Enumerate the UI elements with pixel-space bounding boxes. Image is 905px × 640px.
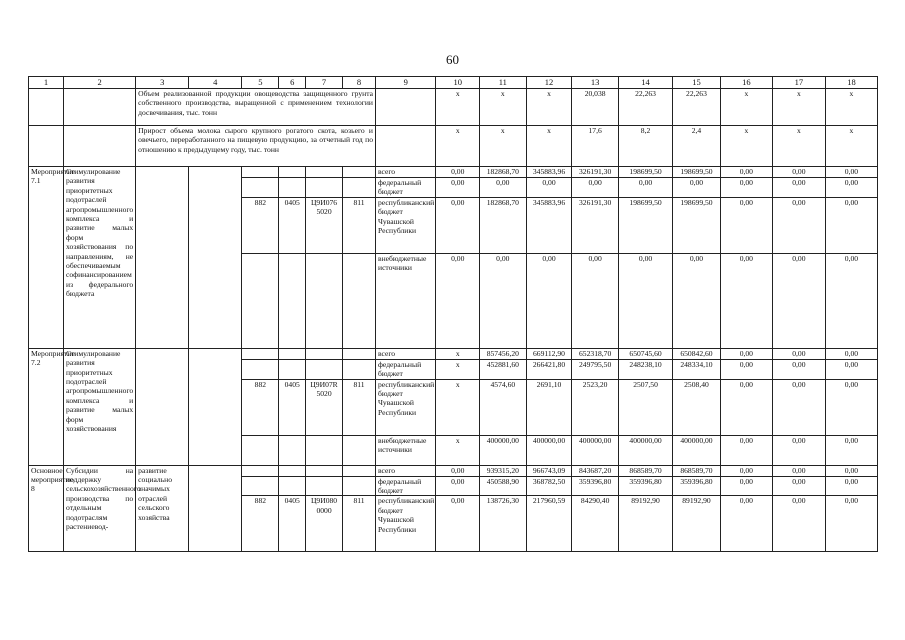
- funding-value: 138726,30: [479, 496, 526, 552]
- column-header: 10: [436, 77, 480, 89]
- empty-cell: [279, 348, 306, 359]
- indicator-value: x: [479, 89, 526, 126]
- column-header: 1: [29, 77, 64, 89]
- funding-value: 400000,00: [572, 435, 619, 465]
- funding-value: 0,00: [526, 178, 572, 198]
- column-header: 3: [136, 77, 189, 89]
- empty-cell: [279, 167, 306, 178]
- funding-value: 0,00: [825, 348, 877, 359]
- funding-value: 0,00: [772, 348, 825, 359]
- funding-value: 182868,70: [479, 167, 526, 178]
- empty-cell: [189, 167, 242, 349]
- indicator-text: Объем реализованной продукции овощеводства защищенного грунта собственного производства, выращенной с применением технологии досвечивания, тыс. тонн: [136, 89, 376, 126]
- funding-value: 2523,20: [572, 379, 619, 435]
- funding-value: 0,00: [772, 197, 825, 253]
- column-header: 2: [64, 77, 136, 89]
- indicator-value: x: [436, 89, 480, 126]
- empty-cell: [305, 178, 342, 198]
- empty-cell: [279, 435, 306, 465]
- code-target: Ц9И07R 5020: [305, 379, 342, 435]
- column-header: 7: [305, 77, 342, 89]
- indicator-value: x: [772, 89, 825, 126]
- indicator-value: x: [526, 126, 572, 167]
- page-number: 60: [446, 52, 459, 67]
- indicator-value: x: [720, 126, 772, 167]
- column-header: 13: [572, 77, 619, 89]
- indicator-value: x: [479, 126, 526, 167]
- column-header: 6: [279, 77, 306, 89]
- funding-value: 400000,00: [618, 435, 672, 465]
- funding-value: 0,00: [772, 178, 825, 198]
- empty-cell: [376, 89, 436, 126]
- indicator-value: 22,263: [673, 89, 721, 126]
- measure-row: [29, 348, 878, 359]
- indicator-value: 8,2: [618, 126, 672, 167]
- funding-value: 0,00: [720, 476, 772, 496]
- empty-cell: [279, 178, 306, 198]
- funding-value: 345883,96: [526, 167, 572, 178]
- measure-name: Субсидии на поддержку сельскохозяйственного производства по отдельным подотраслям растениевод-: [64, 465, 136, 552]
- funding-value: 359396,80: [618, 476, 672, 496]
- column-header: 14: [618, 77, 672, 89]
- funding-value: 248238,10: [618, 359, 672, 379]
- indicator-value: 20,038: [572, 89, 619, 126]
- empty-cell: [279, 253, 306, 348]
- column-header: 12: [526, 77, 572, 89]
- funding-value: 400000,00: [479, 435, 526, 465]
- budget-table: [28, 76, 878, 552]
- empty-cell: [279, 359, 306, 379]
- code-grbs: 882: [242, 496, 279, 552]
- empty-cell: [305, 465, 342, 476]
- funding-value: 84290,40: [572, 496, 619, 552]
- funding-value: 0,00: [479, 178, 526, 198]
- empty-cell: [343, 178, 376, 198]
- funding-value: x: [436, 435, 480, 465]
- indicator-value: x: [436, 126, 480, 167]
- column-header: 17: [772, 77, 825, 89]
- funding-value: 0,00: [572, 178, 619, 198]
- empty-cell: [343, 359, 376, 379]
- measure-name: Стимулирование развития приоритетных подотраслей агропромышленного комплекса и развитие малых форм хозяйствования: [64, 348, 136, 465]
- funding-source: всего: [376, 167, 436, 178]
- funding-value: 0,00: [720, 167, 772, 178]
- funding-value: 0,00: [772, 435, 825, 465]
- empty-cell: [242, 178, 279, 198]
- funding-value: 345883,96: [526, 197, 572, 253]
- indicator-text: Прирост объема молока сырого крупного рогатого скота, козьего и овечьего, переработанного на пищевую продукцию, за отчетный год по отношению к предыдущему году, тыс. тонн: [136, 126, 376, 167]
- funding-value: 0,00: [526, 253, 572, 348]
- funding-source: республиканский бюджет Чувашской Республики: [376, 379, 436, 435]
- funding-value: 0,00: [825, 167, 877, 178]
- funding-value: 0,00: [772, 379, 825, 435]
- funding-value: x: [436, 348, 480, 359]
- code-grbs: 882: [242, 379, 279, 435]
- empty-cell: [242, 167, 279, 178]
- empty-cell: [242, 348, 279, 359]
- funding-value: 182868,70: [479, 197, 526, 253]
- funding-value: 0,00: [825, 197, 877, 253]
- funding-value: 4574,60: [479, 379, 526, 435]
- funding-source: республиканский бюджет Чувашской Республики: [376, 197, 436, 253]
- funding-source: всего: [376, 465, 436, 476]
- code-expense: 811: [343, 197, 376, 253]
- funding-value: 0,00: [436, 178, 480, 198]
- empty-cell: [279, 476, 306, 496]
- code-expense: 811: [343, 379, 376, 435]
- funding-source: федеральный бюджет: [376, 476, 436, 496]
- funding-value: 0,00: [572, 253, 619, 348]
- empty-cell: [305, 253, 342, 348]
- funding-value: 2691,10: [526, 379, 572, 435]
- funding-value: 326191,30: [572, 197, 619, 253]
- funding-value: 2508,40: [673, 379, 721, 435]
- empty-cell: [64, 126, 136, 167]
- funding-value: 0,00: [720, 379, 772, 435]
- funding-value: 452881,60: [479, 359, 526, 379]
- funding-value: 0,00: [825, 379, 877, 435]
- funding-source: всего: [376, 348, 436, 359]
- funding-value: 326191,30: [572, 167, 619, 178]
- measure-name: Стимулирование развития приоритетных подотраслей агропромышленного комплекса и развитие малых форм хозяйствования по направлениям, не обеспечиваемым софинансированием из федерального бюджета: [64, 167, 136, 349]
- funding-value: x: [436, 379, 480, 435]
- funding-value: 0,00: [825, 435, 877, 465]
- funding-value: 0,00: [720, 496, 772, 552]
- funding-value: 0,00: [825, 178, 877, 198]
- funding-value: 0,00: [436, 476, 480, 496]
- funding-source: федеральный бюджет: [376, 359, 436, 379]
- funding-value: 0,00: [720, 435, 772, 465]
- funding-value: 248334,10: [673, 359, 721, 379]
- empty-cell: [29, 126, 64, 167]
- measure-goal: [136, 348, 189, 465]
- indicator-value: x: [526, 89, 572, 126]
- measure-row: [29, 167, 878, 178]
- funding-source: внебюджетные источники: [376, 435, 436, 465]
- funding-value: 450588,90: [479, 476, 526, 496]
- funding-value: 198699,50: [618, 197, 672, 253]
- empty-cell: [242, 253, 279, 348]
- measure-row: [29, 465, 878, 476]
- funding-value: 650842,60: [673, 348, 721, 359]
- funding-value: 368782,50: [526, 476, 572, 496]
- column-header: 16: [720, 77, 772, 89]
- empty-cell: [305, 348, 342, 359]
- funding-value: 857456,20: [479, 348, 526, 359]
- measure-goal: [136, 167, 189, 349]
- funding-value: 0,00: [436, 496, 480, 552]
- column-header: 18: [825, 77, 877, 89]
- funding-value: 217960,59: [526, 496, 572, 552]
- code-section: 0405: [279, 496, 306, 552]
- header-row: [29, 77, 878, 89]
- funding-value: 0,00: [618, 253, 672, 348]
- funding-source: федеральный бюджет: [376, 178, 436, 198]
- empty-cell: [343, 435, 376, 465]
- code-grbs: 882: [242, 197, 279, 253]
- code-section: 0405: [279, 197, 306, 253]
- measure-goal: развитие социально значимых отраслей сельского хозяйства: [136, 465, 189, 552]
- empty-cell: [343, 348, 376, 359]
- code-target: Ц9И076 5020: [305, 197, 342, 253]
- indicator-value: x: [772, 126, 825, 167]
- empty-cell: [189, 348, 242, 465]
- empty-cell: [29, 89, 64, 126]
- indicator-value: x: [825, 89, 877, 126]
- code-expense: 811: [343, 496, 376, 552]
- funding-value: 868589,70: [618, 465, 672, 476]
- column-header: 9: [376, 77, 436, 89]
- empty-cell: [305, 359, 342, 379]
- measure-label: Мероприятие 7.1: [29, 167, 64, 349]
- funding-value: 0,00: [436, 197, 480, 253]
- empty-cell: [343, 476, 376, 496]
- funding-value: 0,00: [772, 253, 825, 348]
- code-target: Ц9И080 0000: [305, 496, 342, 552]
- column-header: 8: [343, 77, 376, 89]
- empty-cell: [242, 435, 279, 465]
- empty-cell: [305, 435, 342, 465]
- empty-cell: [305, 476, 342, 496]
- column-header: 11: [479, 77, 526, 89]
- indicator-value: 17,6: [572, 126, 619, 167]
- empty-cell: [343, 465, 376, 476]
- funding-value: 0,00: [825, 476, 877, 496]
- column-header: 4: [189, 77, 242, 89]
- empty-cell: [189, 465, 242, 552]
- indicator-value: x: [720, 89, 772, 126]
- funding-value: 0,00: [436, 167, 480, 178]
- empty-cell: [305, 167, 342, 178]
- code-section: 0405: [279, 379, 306, 435]
- funding-value: 0,00: [720, 197, 772, 253]
- funding-value: 2507,50: [618, 379, 672, 435]
- empty-cell: [242, 476, 279, 496]
- funding-value: 0,00: [772, 476, 825, 496]
- funding-value: 652318,70: [572, 348, 619, 359]
- funding-value: 89192,90: [618, 496, 672, 552]
- funding-value: 0,00: [618, 178, 672, 198]
- funding-value: 400000,00: [526, 435, 572, 465]
- funding-value: 868589,70: [673, 465, 721, 476]
- empty-cell: [343, 167, 376, 178]
- funding-value: 0,00: [720, 253, 772, 348]
- funding-value: 400000,00: [673, 435, 721, 465]
- empty-cell: [64, 89, 136, 126]
- funding-value: 249795,50: [572, 359, 619, 379]
- funding-value: 0,00: [825, 465, 877, 476]
- funding-value: 843687,20: [572, 465, 619, 476]
- funding-value: 0,00: [720, 178, 772, 198]
- measure-label: Основное мероприятие 8: [29, 465, 64, 552]
- funding-value: 0,00: [772, 465, 825, 476]
- funding-value: 0,00: [772, 359, 825, 379]
- funding-value: x: [436, 359, 480, 379]
- indicator-value: 2,4: [673, 126, 721, 167]
- indicator-row: [29, 126, 878, 167]
- funding-value: 198699,50: [673, 167, 721, 178]
- funding-value: 0,00: [825, 253, 877, 348]
- funding-value: 0,00: [825, 496, 877, 552]
- funding-value: 0,00: [436, 253, 480, 348]
- empty-cell: [242, 465, 279, 476]
- funding-value: 0,00: [720, 348, 772, 359]
- indicator-value: 22,263: [618, 89, 672, 126]
- funding-value: 198699,50: [618, 167, 672, 178]
- funding-value: 359396,80: [673, 476, 721, 496]
- funding-value: 939315,20: [479, 465, 526, 476]
- funding-source: республиканский бюджет Чувашской Республики: [376, 496, 436, 552]
- indicator-row: [29, 89, 878, 126]
- empty-cell: [376, 126, 436, 167]
- funding-value: 650745,60: [618, 348, 672, 359]
- funding-value: 0,00: [673, 253, 721, 348]
- funding-value: 89192,90: [673, 496, 721, 552]
- funding-value: 0,00: [825, 359, 877, 379]
- funding-value: 669112,90: [526, 348, 572, 359]
- funding-value: 0,00: [720, 465, 772, 476]
- column-header: 15: [673, 77, 721, 89]
- funding-value: 0,00: [720, 359, 772, 379]
- funding-value: 966743,09: [526, 465, 572, 476]
- funding-source: внебюджетные источники: [376, 253, 436, 348]
- column-header: 5: [242, 77, 279, 89]
- empty-cell: [279, 465, 306, 476]
- funding-value: 0,00: [436, 465, 480, 476]
- indicator-value: x: [825, 126, 877, 167]
- funding-value: 0,00: [673, 178, 721, 198]
- funding-value: 266421,80: [526, 359, 572, 379]
- funding-value: 0,00: [772, 496, 825, 552]
- empty-cell: [343, 253, 376, 348]
- funding-value: 359396,80: [572, 476, 619, 496]
- funding-value: 0,00: [772, 167, 825, 178]
- funding-value: 198699,50: [673, 197, 721, 253]
- measure-label: Мероприятие 7.2: [29, 348, 64, 465]
- empty-cell: [242, 359, 279, 379]
- funding-value: 0,00: [479, 253, 526, 348]
